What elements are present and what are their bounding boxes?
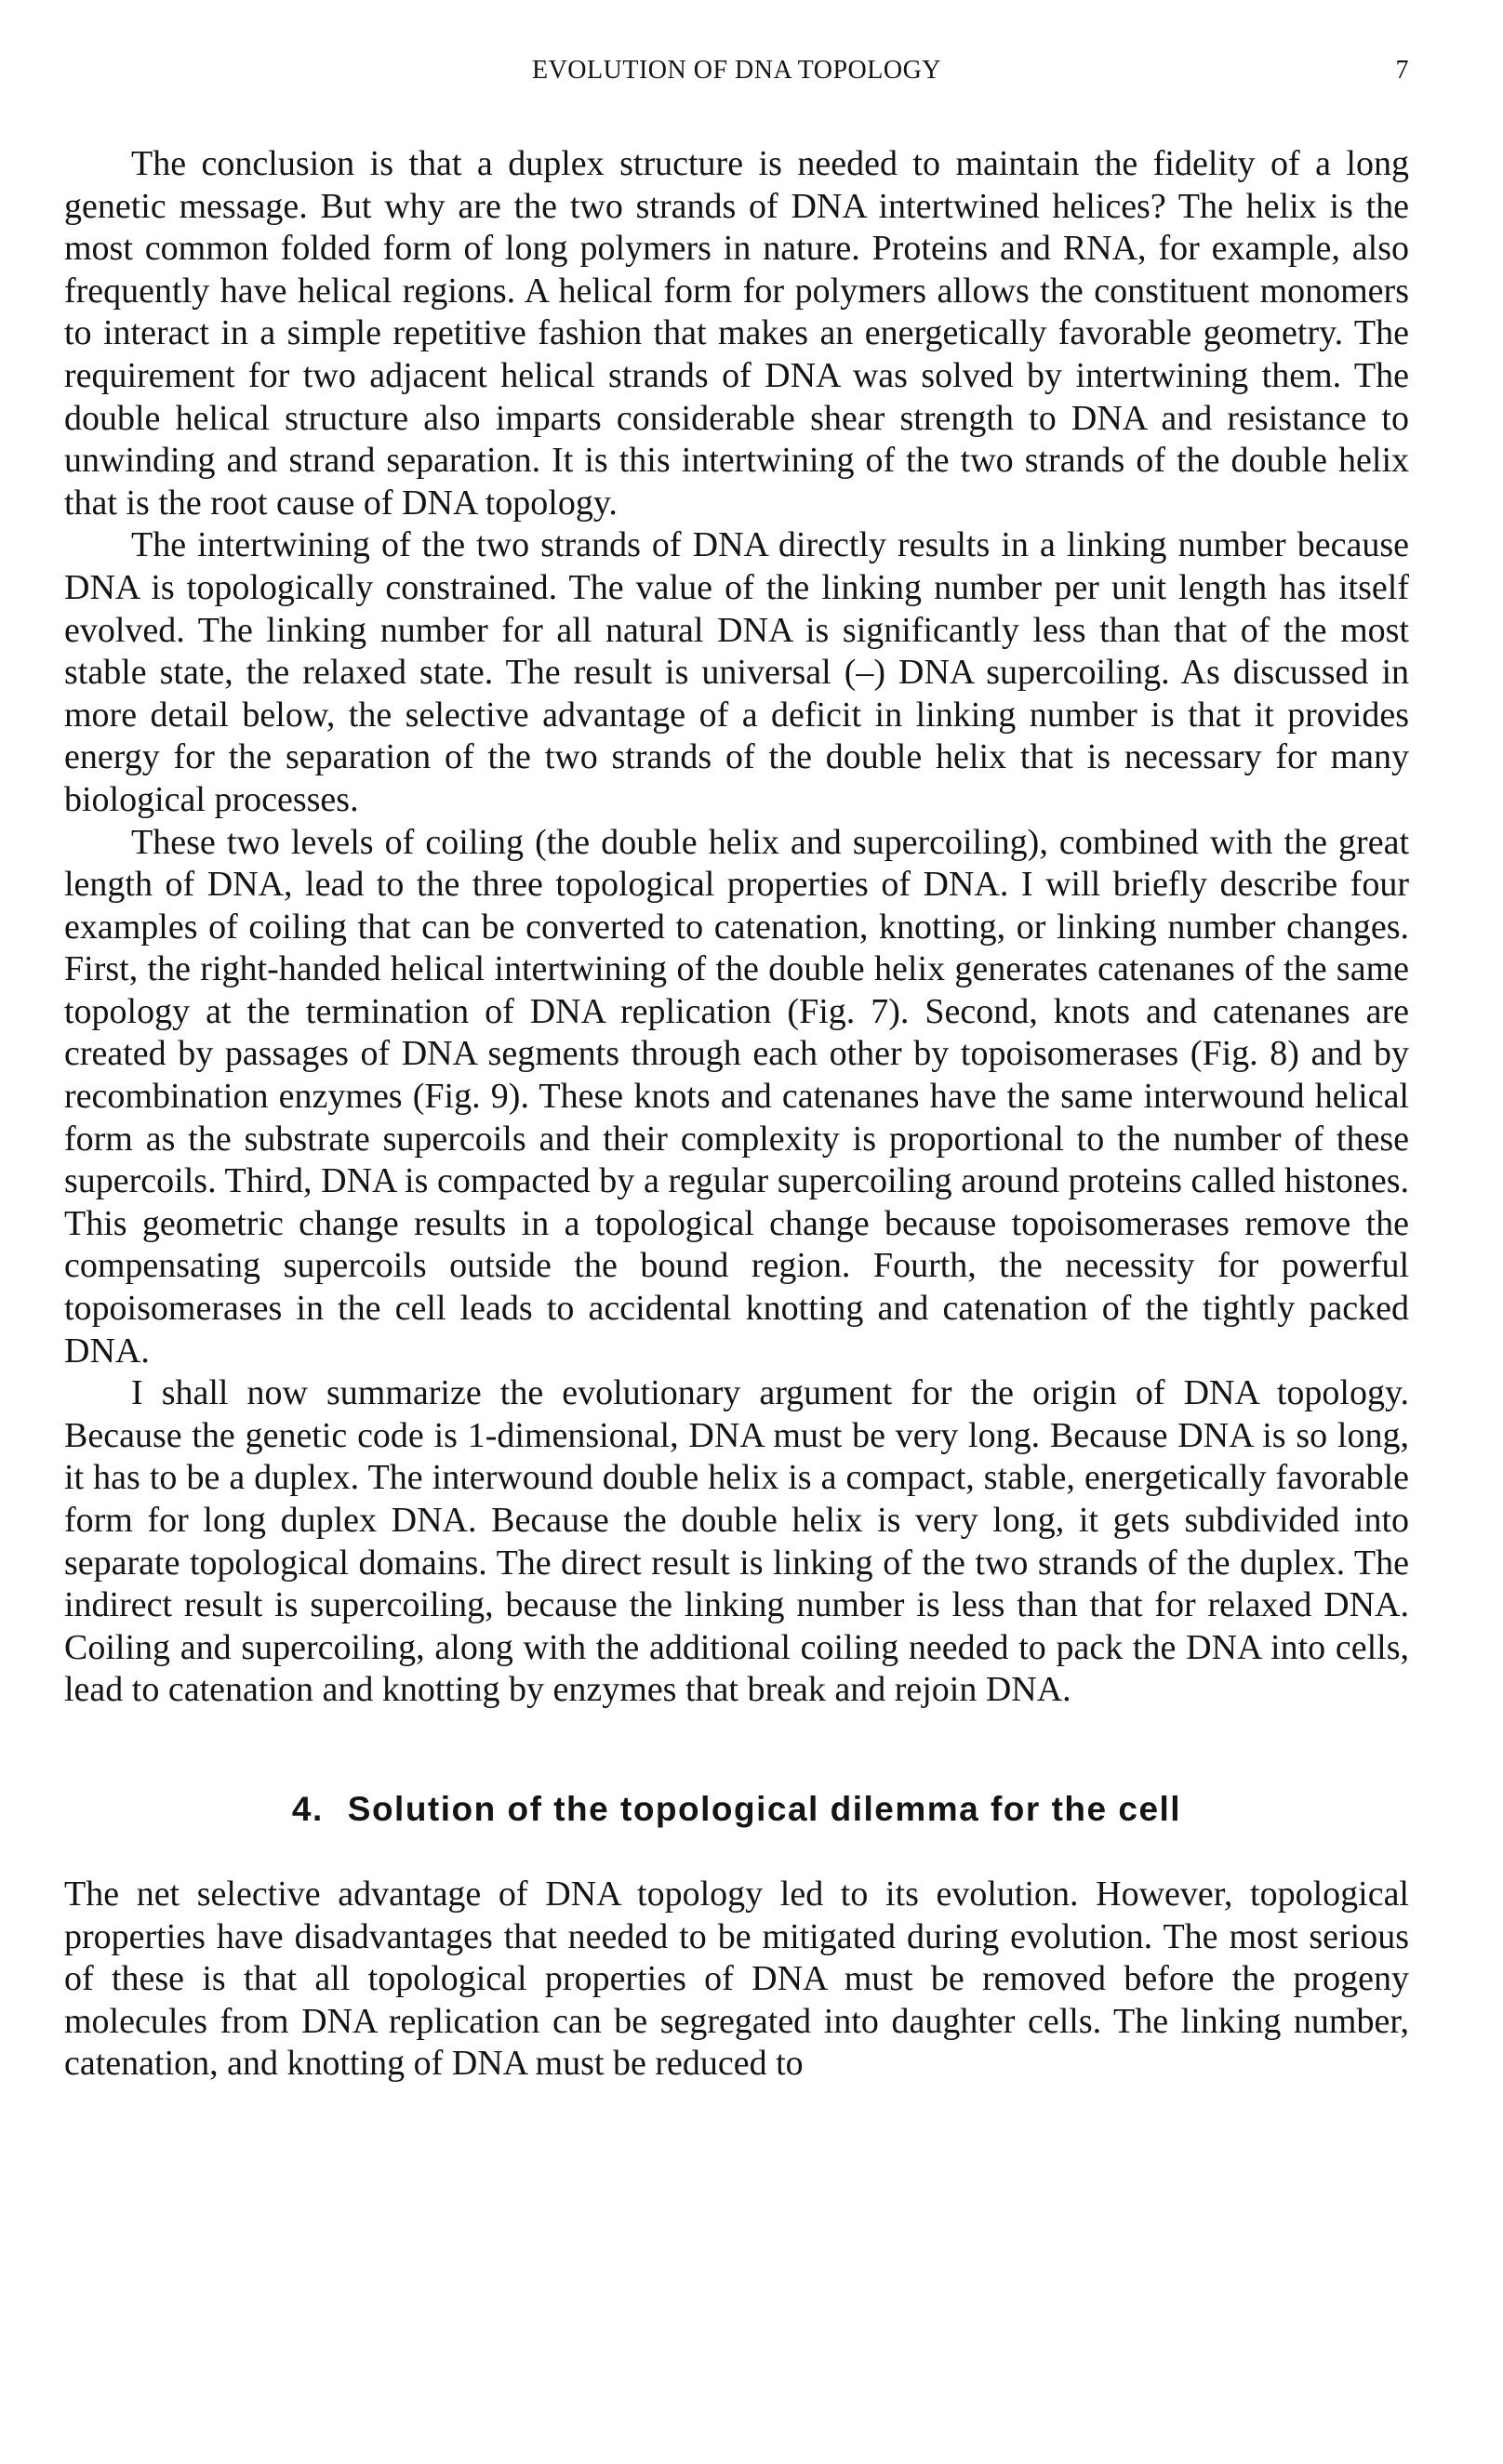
paragraph: The conclusion is that a duplex structure is needed to maintain the fidelity of a long genetic message. But why are the two strands of DNA intertwined helices? The helix is the most common folded form of long polymers in nature. Proteins and RNA, for example, also frequently have helical regions. A helical form for polymers allows the constituent monomers to interact in a simple repetitive fashion that makes an energetically favorable geometry. The requirement for two adjacent helical strands of DNA was solved by intertwining them. The double helical structure also imparts considerable shear strength to DNA and resistance to unwinding and strand separation. It is this intertwining of the two strands of the double helix that is the root cause of DNA topology. — [64, 144, 1409, 523]
section-number: 4. — [291, 1789, 324, 1828]
section-title: Solution of the topological dilemma for the cell — [347, 1789, 1182, 1828]
paragraph: These two levels of coiling (the double helix and supercoiling), combined with the great length of DNA, lead to the three topological properties of DNA. I will briefly describe four examples of coiling that can be converted to catenation, knotting, or linking number changes. First, the right-handed helical intertwining of the double helix generates catenanes of the same topology at the termination of DNA replication (Fig. 7). Second, knots and catenanes are created by passages of DNA segments through each other by topoisomerases (Fig. 8) and by recombination enzymes (Fig. 9). These knots and catenanes have the same interwound helical form as the substrate supercoils and their complexity is proportional to the number of these supercoils. Third, DNA is compacted by a regular supercoiling around proteins called histones. This geometric change results in a topological change because topoisomerases remove the compensating supercoils outside the bound region. Fourth, the necessity for powerful topoisomerases in the cell leads to accidental knotting and catenation of the tightly packed DNA. — [64, 822, 1409, 1371]
body-text — [64, 143, 1409, 2086]
page — [64, 54, 1409, 2086]
running-head-title: EVOLUTION OF DNA TOPOLOGY — [531, 56, 942, 85]
running-head — [64, 54, 1409, 95]
section-paragraph: The net selective advantage of DNA topology led to its evolution. However, topological properties have disadvantages that needed to be mitigated during evolution. The most serious of these is that all topological properties of DNA must be removed before the progeny molecules from DNA replication can be segregated into daughter cells. The linking number, catenation, and knotting of DNA must be reduced to — [64, 1874, 1409, 2084]
page-number: 7 — [1395, 56, 1409, 85]
paragraph: I shall now summarize the evolutionary argument for the origin of DNA topology. Because the genetic code is 1-dimensional, DNA must be very long. Because DNA is so long, it has to be a duplex. The interwound double helix is a compact, stable, energetically favorable form for long duplex DNA. Because the double helix is very long, it gets subdivided into separate topological domains. The direct result is linking of the two strands of the duplex. The indirect result is supercoiling, because the linking number is less than that for relaxed DNA. Coiling and supercoiling, along with the additional coiling needed to pack the DNA into cells, lead to catenation and knotting by enzymes that break and rejoin DNA. — [64, 1373, 1409, 1710]
section-heading — [64, 1790, 1409, 1829]
paragraph: The intertwining of the two strands of DNA directly results in a linking number because DNA is topologically constrained. The value of the linking number per unit length has itself evolved. The linking number for all natural DNA is significantly less than that of the most stable state, the relaxed state. The result is universal (–) DNA supercoiling. As discussed in more detail below, the selective advantage of a deficit in linking number is that it provides energy for the separation of the two strands of the double helix that is necessary for many biological processes. — [64, 525, 1409, 819]
